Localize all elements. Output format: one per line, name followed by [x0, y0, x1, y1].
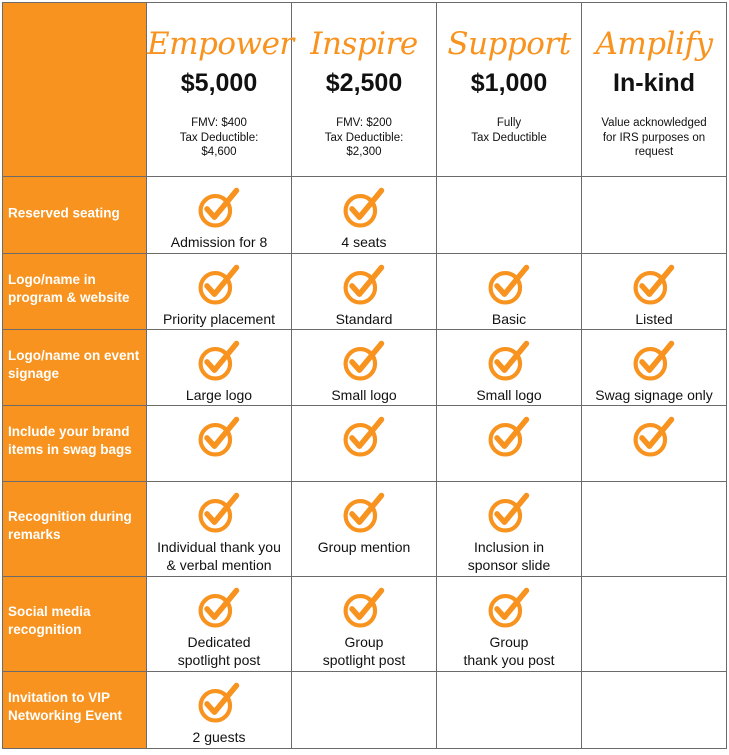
check-icon [486, 414, 532, 460]
benefit-text: Dedicated spotlight post [177, 634, 261, 668]
benefit-label-cell [3, 330, 147, 406]
benefit-text: Group mention [317, 539, 411, 555]
check-icon [341, 185, 387, 231]
check-icon [196, 414, 242, 460]
tier-detail: Fully Tax Deductible [471, 117, 547, 144]
benefit-label-cell [3, 577, 147, 672]
tier-name: Inspire [310, 26, 418, 62]
benefit-row-swag-bags [3, 406, 727, 482]
benefit-row-recognition-remarks [3, 482, 727, 577]
benefit-label: Recognition during remarks [8, 509, 132, 543]
sponsorship-tier-table [2, 2, 727, 749]
benefit-cell [582, 577, 727, 672]
check-icon [341, 338, 387, 384]
benefit-label: Social media recognition [8, 604, 91, 638]
benefit-label: Reserved seating [8, 205, 120, 221]
benefit-cell [147, 177, 292, 254]
benefit-cell [292, 254, 437, 330]
benefit-cell [437, 577, 582, 672]
check-icon [196, 585, 242, 631]
benefit-label: Logo/name on event signage [8, 347, 140, 381]
benefit-row-logo-signage [3, 330, 727, 406]
benefit-label-cell [3, 177, 147, 254]
benefit-cell [292, 577, 437, 672]
check-icon [196, 490, 242, 536]
benefit-text: Standard [335, 311, 393, 327]
benefit-text: 2 guests [192, 729, 246, 745]
benefit-label-cell [3, 672, 147, 749]
benefit-text: 4 seats [341, 234, 387, 250]
check-icon [486, 490, 532, 536]
benefit-text: Priority placement [162, 311, 276, 327]
benefit-cell [147, 482, 292, 577]
check-icon [341, 414, 387, 460]
benefit-label-cell [3, 406, 147, 482]
benefit-cell [292, 672, 437, 749]
check-icon [196, 185, 242, 231]
benefit-text: Group spotlight post [322, 634, 406, 668]
header-corner-cell [3, 3, 147, 177]
benefit-cell [147, 406, 292, 482]
benefit-row-reserved-seating [3, 177, 727, 254]
benefit-cell [292, 330, 437, 406]
benefit-label: Invitation to VIP Networking Event [8, 690, 123, 724]
benefit-cell [582, 672, 727, 749]
benefit-cell [582, 482, 727, 577]
benefit-cell [437, 672, 582, 749]
benefit-cell [292, 406, 437, 482]
benefit-label: Include your brand items in swag bags [8, 423, 132, 457]
check-icon [631, 414, 677, 460]
benefit-cell [292, 482, 437, 577]
benefit-text: Listed [635, 311, 673, 327]
tier-price: In-kind [613, 69, 695, 97]
check-icon [486, 585, 532, 631]
benefit-cell [292, 177, 437, 254]
tier-header-empower [147, 3, 292, 177]
benefit-text: Individual thank you & verbal mention [157, 539, 281, 573]
benefit-cell [582, 254, 727, 330]
benefit-cell [437, 254, 582, 330]
benefit-cell [147, 577, 292, 672]
check-icon [486, 338, 532, 384]
benefit-cell [147, 254, 292, 330]
check-icon [631, 338, 677, 384]
tier-price: $2,500 [325, 69, 403, 97]
tier-header-inspire [292, 3, 437, 177]
check-icon [341, 262, 387, 308]
check-icon [196, 262, 242, 308]
tier-detail: FMV: $200 Tax Deductible: $2,300 [324, 117, 404, 158]
tier-name: Empower [147, 26, 294, 62]
tier-price: $1,000 [470, 69, 548, 97]
benefit-text: Inclusion in sponsor slide [467, 539, 551, 573]
benefit-cell [437, 177, 582, 254]
check-icon [196, 338, 242, 384]
check-icon [631, 262, 677, 308]
benefit-text: Admission for 8 [170, 234, 268, 250]
check-icon [341, 585, 387, 631]
tier-price: $5,000 [180, 69, 258, 97]
benefit-row-social-media [3, 577, 727, 672]
benefit-cell [437, 482, 582, 577]
check-icon [196, 680, 242, 726]
benefit-text: Small logo [331, 387, 397, 403]
benefit-label-cell [3, 254, 147, 330]
tier-detail: FMV: $400 Tax Deductible: $4,600 [179, 117, 259, 158]
benefit-row-logo-program-website [3, 254, 727, 330]
benefit-row-vip-networking [3, 672, 727, 749]
benefit-text: Basic [491, 311, 527, 327]
benefit-cell [437, 406, 582, 482]
benefit-text: Group thank you post [463, 634, 555, 668]
check-icon [341, 490, 387, 536]
tier-name: Amplify [595, 26, 713, 62]
tier-header-row [3, 3, 727, 177]
tier-detail: Value acknowledged for IRS purposes on request [601, 117, 707, 158]
benefit-text: Large logo [185, 387, 253, 403]
benefit-label: Logo/name in program & website [8, 271, 130, 305]
benefit-cell [582, 177, 727, 254]
benefit-cell [437, 330, 582, 406]
benefit-cell [582, 330, 727, 406]
tier-name: Support [447, 26, 571, 62]
benefit-label-cell [3, 482, 147, 577]
check-icon [486, 262, 532, 308]
benefit-text: Small logo [476, 387, 542, 403]
tier-header-support [437, 3, 582, 177]
benefit-cell [147, 330, 292, 406]
tier-header-amplify [582, 3, 727, 177]
benefit-cell [582, 406, 727, 482]
benefit-cell [147, 672, 292, 749]
benefit-text: Swag signage only [595, 387, 713, 403]
